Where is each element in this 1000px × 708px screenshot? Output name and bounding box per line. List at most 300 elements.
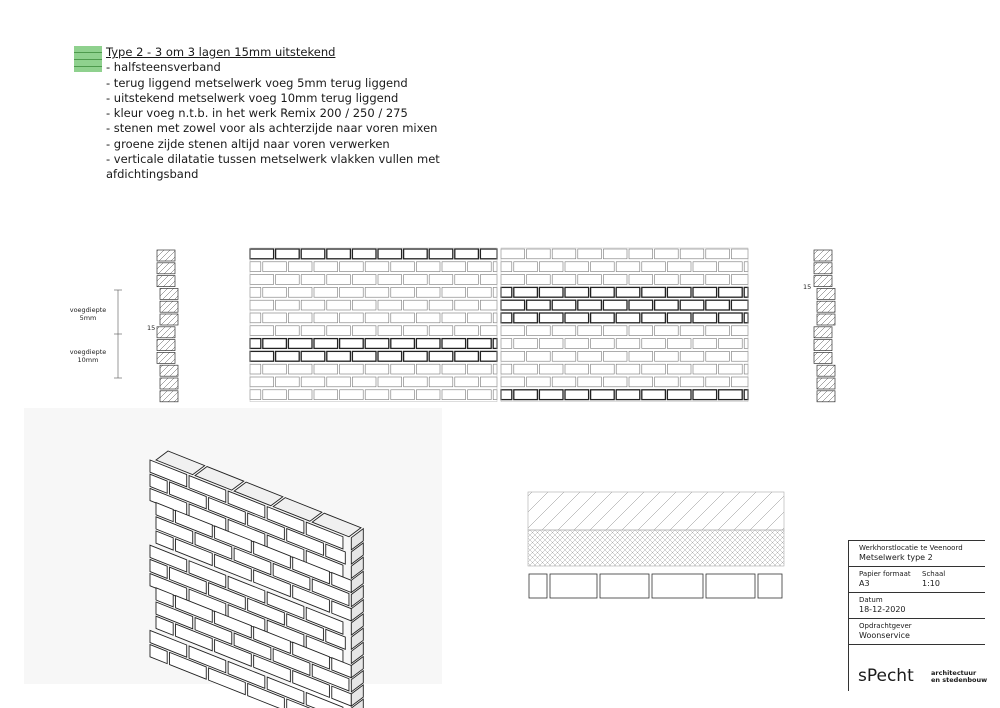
note-line: afdichtingsband — [106, 167, 199, 182]
elevation-brick — [263, 339, 287, 349]
elevation-brick — [250, 249, 274, 259]
elevation-brick — [288, 287, 312, 297]
elevation-brick — [429, 326, 453, 336]
elevation-brick — [429, 377, 453, 387]
elevation-brick — [352, 275, 376, 285]
elevation-brick — [655, 326, 679, 336]
elevation-brick — [314, 287, 338, 297]
elevation-brick — [340, 262, 364, 272]
elevation-brick — [493, 390, 497, 400]
elevation-brick — [667, 339, 691, 349]
elevation-left — [250, 248, 497, 402]
elevation-brick — [539, 339, 563, 349]
elevation-brick — [404, 326, 428, 336]
elevation-brick — [327, 351, 351, 361]
elevation-brick — [365, 313, 389, 323]
elevation-brick — [501, 275, 525, 285]
elevation-brick — [578, 351, 602, 361]
date-value: 18-12-2020 — [859, 605, 906, 614]
elevation-brick — [365, 364, 389, 374]
elevation-brick — [378, 300, 402, 310]
elevation-brick — [591, 313, 615, 323]
elevation-brick — [629, 326, 653, 336]
elevation-brick — [706, 351, 730, 361]
elevation-brick — [288, 364, 312, 374]
elevation-brick — [603, 326, 627, 336]
elevation-brick — [501, 326, 525, 336]
elevation-brick — [719, 339, 743, 349]
elevation-brick — [527, 275, 551, 285]
elevation-brick — [455, 326, 479, 336]
elevation-brick — [667, 390, 691, 400]
elevation-brick — [578, 275, 602, 285]
elevation-brick — [340, 339, 364, 349]
elevation-brick — [527, 300, 551, 310]
elevation-brick — [416, 364, 440, 374]
detail-brick — [529, 574, 547, 598]
elevation-brick — [680, 377, 704, 387]
elevation-brick — [603, 300, 627, 310]
elevation-brick — [655, 377, 679, 387]
elevation-brick — [655, 351, 679, 361]
section-brick — [814, 250, 832, 261]
elevation-brick — [442, 364, 466, 374]
elevation-brick — [539, 262, 563, 272]
project-name: Werkhorstlocatie te Veenoord — [859, 544, 963, 552]
detail-brick — [706, 574, 755, 598]
elevation-brick — [591, 390, 615, 400]
elevation-brick — [378, 377, 402, 387]
detail-layer-crosshatch — [528, 530, 784, 566]
detail-brick — [652, 574, 703, 598]
dimension-line — [114, 290, 122, 378]
elevation-brick — [404, 249, 428, 259]
elevation-brick — [719, 313, 743, 323]
note-line: - stenen met zowel voor als achterzijde naar voren mixen — [106, 121, 438, 136]
drawing-title: Metselwerk type 2 — [859, 553, 933, 562]
elevation-brick — [706, 275, 730, 285]
elevation-brick — [731, 249, 748, 259]
elevation-brick — [565, 287, 589, 297]
elevation-brick — [501, 287, 512, 297]
elevation-brick — [514, 364, 538, 374]
elevation-brick — [565, 313, 589, 323]
elevation-brick — [455, 249, 479, 259]
elevation-brick — [667, 313, 691, 323]
scale-label: Schaal — [922, 570, 946, 578]
section-brick — [814, 352, 832, 363]
elevation-brick — [250, 262, 261, 272]
note-line: - groene zijde stenen altijd naar voren verwerken — [106, 136, 390, 151]
elevation-brick — [629, 275, 653, 285]
detail-layer-diagonal — [528, 492, 784, 530]
elevation-brick — [263, 390, 287, 400]
elevation-brick — [693, 390, 717, 400]
elevation-brick — [514, 287, 538, 297]
elevation-brick — [603, 377, 627, 387]
elevation-brick — [250, 390, 261, 400]
elevation-brick — [744, 390, 748, 400]
elevation-brick — [527, 377, 551, 387]
section-brick — [160, 378, 178, 389]
elevation-brick — [455, 275, 479, 285]
elevation-brick — [391, 287, 415, 297]
elevation-brick — [276, 326, 300, 336]
elevation-brick — [276, 377, 300, 387]
elevation-brick — [514, 390, 538, 400]
elevation-brick — [642, 339, 666, 349]
elevation-brick — [642, 287, 666, 297]
elevation-brick — [250, 326, 274, 336]
elevation-brick — [365, 262, 389, 272]
section-brick — [160, 301, 178, 312]
elevation-brick — [514, 313, 538, 323]
elevation-brick — [391, 313, 415, 323]
left-wall-section — [157, 250, 178, 402]
depth-10-label: voegdiepte 10mm — [69, 348, 107, 364]
note-line: - halfsteensverband — [106, 60, 221, 75]
detail-brick — [550, 574, 597, 598]
elevation-brick — [250, 377, 274, 387]
elevation-brick — [616, 262, 640, 272]
elevation-brick — [480, 300, 497, 310]
elevation-brick — [706, 377, 730, 387]
elevation-brick — [378, 326, 402, 336]
note-line: - kleur voeg n.t.b. in het werk Remix 200 / 250 / 275 — [106, 106, 408, 121]
elevation-brick — [276, 275, 300, 285]
elevation-brick — [378, 275, 402, 285]
elevation-brick — [501, 300, 525, 310]
elevation-brick — [416, 262, 440, 272]
depth-5-label: voegdiepte 5mm — [69, 306, 107, 322]
elevation-brick — [480, 249, 497, 259]
elevation-brick — [565, 262, 589, 272]
elevation-brick — [404, 377, 428, 387]
elevation-brick — [552, 377, 576, 387]
elevation-brick — [352, 300, 376, 310]
specht-logo: sPecht — [858, 666, 914, 686]
elevation-brick — [301, 249, 325, 259]
elevation-brick — [603, 351, 627, 361]
elevation-brick — [629, 300, 653, 310]
elevation-brick — [744, 262, 748, 272]
elevation-brick — [314, 339, 338, 349]
elevation-brick — [429, 300, 453, 310]
logo-subtitle: architectuur en stedenbouw — [931, 669, 988, 684]
elevation-brick — [327, 249, 351, 259]
bottom-detail — [528, 492, 784, 598]
elevation-brick — [429, 249, 453, 259]
elevation-brick — [493, 339, 497, 349]
elevation-brick — [480, 377, 497, 387]
elevation-brick — [731, 275, 748, 285]
elevation-brick — [442, 287, 466, 297]
elevation-brick — [603, 275, 627, 285]
elevation-brick — [539, 390, 563, 400]
elevation-right — [501, 248, 748, 402]
elevation-brick — [731, 300, 748, 310]
elevation-brick — [340, 364, 364, 374]
elevation-brick — [480, 275, 497, 285]
elevation-brick — [719, 364, 743, 374]
elevation-brick — [404, 300, 428, 310]
section-brick — [817, 391, 835, 402]
elevation-brick — [301, 275, 325, 285]
elevation-brick — [706, 300, 730, 310]
elevation-brick — [301, 377, 325, 387]
elevation-brick — [565, 364, 589, 374]
elevation-brick — [539, 287, 563, 297]
elevation-brick — [616, 287, 640, 297]
elevation-brick — [468, 364, 492, 374]
elevation-brick — [455, 300, 479, 310]
elevation-brick — [365, 287, 389, 297]
elevation-brick — [416, 339, 440, 349]
elevation-brick — [288, 262, 312, 272]
elevation-brick — [591, 262, 615, 272]
elevation-brick — [565, 390, 589, 400]
elevation-brick — [250, 313, 261, 323]
elevation-brick — [301, 300, 325, 310]
elevation-brick — [314, 262, 338, 272]
elevation-brick — [680, 300, 704, 310]
elevation-brick — [365, 339, 389, 349]
elevation-brick — [468, 339, 492, 349]
elevation-brick — [404, 275, 428, 285]
elevation-brick — [314, 390, 338, 400]
section-brick — [160, 365, 178, 376]
elevation-brick — [276, 300, 300, 310]
elevation-brick — [468, 390, 492, 400]
elevation-brick — [404, 351, 428, 361]
elevation-brick — [276, 249, 300, 259]
elevation-brick — [629, 249, 653, 259]
elevation-brick — [263, 364, 287, 374]
elevation-brick — [552, 300, 576, 310]
elevation-brick — [250, 287, 261, 297]
elevation-brick — [680, 275, 704, 285]
elevation-brick — [429, 351, 453, 361]
elevation-brick — [501, 390, 512, 400]
elevation-brick — [591, 287, 615, 297]
elevation-brick — [442, 313, 466, 323]
elevation-brick — [744, 339, 748, 349]
elevation-brick — [314, 313, 338, 323]
elevation-brick — [744, 364, 748, 374]
note-line: - terug liggend metselwerk voeg 5mm terug liggend — [106, 75, 408, 90]
elevation-brick — [744, 313, 748, 323]
elevation-brick — [429, 275, 453, 285]
elevation-brick — [642, 364, 666, 374]
elevation-brick — [501, 313, 512, 323]
elevation-brick — [442, 339, 466, 349]
section-brick — [814, 340, 832, 351]
elevation-brick — [378, 249, 402, 259]
elevation-brick — [468, 262, 492, 272]
elevation-brick — [327, 275, 351, 285]
elevation-brick — [501, 339, 512, 349]
elevation-brick — [591, 339, 615, 349]
elevation-brick — [578, 300, 602, 310]
elevation-brick — [731, 326, 748, 336]
elevation-brick — [391, 339, 415, 349]
section-brick — [817, 301, 835, 312]
offset-label-right: 15 — [803, 283, 812, 291]
elevation-brick — [301, 351, 325, 361]
client-label: Opdrachtgever — [859, 622, 912, 630]
client-value: Woonservice — [859, 631, 910, 640]
elevation-brick — [616, 313, 640, 323]
section-brick — [160, 288, 178, 299]
elevation-brick — [365, 390, 389, 400]
elevation-brick — [391, 364, 415, 374]
elevation-brick — [680, 249, 704, 259]
date-label: Datum — [859, 596, 883, 604]
elevation-brick — [493, 287, 497, 297]
elevation-brick — [263, 262, 287, 272]
elevation-brick — [680, 351, 704, 361]
elevation-brick — [501, 377, 525, 387]
elevation-brick — [616, 364, 640, 374]
elevation-brick — [731, 377, 748, 387]
elevation-brick — [250, 339, 261, 349]
section-brick — [160, 314, 178, 325]
paper-label: Papier formaat — [859, 570, 911, 578]
section-brick — [157, 276, 175, 287]
section-brick — [817, 365, 835, 376]
elevation-brick — [250, 351, 274, 361]
elevation-brick — [693, 339, 717, 349]
elevation-brick — [352, 326, 376, 336]
elevation-brick — [340, 287, 364, 297]
elevation-brick — [288, 313, 312, 323]
elevation-brick — [527, 326, 551, 336]
section-brick — [814, 276, 832, 287]
elevation-brick — [327, 326, 351, 336]
section-brick — [814, 263, 832, 274]
elevation-brick — [416, 287, 440, 297]
elevation-brick — [493, 364, 497, 374]
elevation-brick — [578, 249, 602, 259]
elevation-brick — [327, 300, 351, 310]
elevation-brick — [539, 313, 563, 323]
elevation-brick — [493, 262, 497, 272]
section-brick — [817, 314, 835, 325]
elevation-brick — [314, 364, 338, 374]
elevation-brick — [263, 287, 287, 297]
elevation-brick — [352, 249, 376, 259]
paper-value: A3 — [859, 579, 870, 588]
elevation-brick — [719, 287, 743, 297]
scale-value: 1:10 — [922, 579, 940, 588]
elevation-brick — [642, 390, 666, 400]
elevation-brick — [501, 351, 525, 361]
elevation-brick — [578, 377, 602, 387]
elevation-brick — [629, 351, 653, 361]
section-brick — [157, 327, 175, 338]
elevation-brick — [352, 377, 376, 387]
detail-brick — [600, 574, 649, 598]
section-brick — [817, 288, 835, 299]
elevation-brick — [493, 313, 497, 323]
elevation-brick — [442, 390, 466, 400]
elevation-brick — [276, 351, 300, 361]
elevation-brick — [501, 262, 512, 272]
elevation-brick — [667, 364, 691, 374]
elevation-brick — [552, 326, 576, 336]
elevation-brick — [327, 377, 351, 387]
elevation-brick — [468, 287, 492, 297]
section-brick — [817, 378, 835, 389]
elevation-brick — [455, 351, 479, 361]
elevation-brick — [693, 364, 717, 374]
elevation-brick — [288, 339, 312, 349]
elevation-brick — [391, 262, 415, 272]
elevation-brick — [565, 339, 589, 349]
elevation-brick — [468, 313, 492, 323]
elevation-brick — [642, 262, 666, 272]
right-wall-section — [814, 250, 835, 402]
elevation-brick — [706, 249, 730, 259]
elevation-brick — [642, 313, 666, 323]
elevation-brick — [263, 313, 287, 323]
section-brick — [157, 263, 175, 274]
isometric-wall — [150, 451, 363, 708]
elevation-brick — [578, 326, 602, 336]
elevation-brick — [616, 339, 640, 349]
section-brick — [157, 250, 175, 261]
elevation-brick — [693, 287, 717, 297]
elevation-brick — [352, 351, 376, 361]
elevation-brick — [250, 300, 274, 310]
note-line: - uitstekend metselwerk voeg 10mm terug liggend — [106, 90, 399, 105]
elevation-brick — [455, 377, 479, 387]
elevation-brick — [616, 390, 640, 400]
elevation-brick — [667, 287, 691, 297]
elevation-brick — [378, 351, 402, 361]
offset-label-left: 15 — [147, 324, 156, 332]
elevation-brick — [693, 313, 717, 323]
section-brick — [814, 327, 832, 338]
elevation-brick — [288, 390, 312, 400]
elevation-brick — [340, 313, 364, 323]
elevation-brick — [591, 364, 615, 374]
elevation-brick — [416, 313, 440, 323]
elevation-brick — [706, 326, 730, 336]
elevation-brick — [480, 351, 497, 361]
elevation-brick — [552, 249, 576, 259]
elevation-brick — [731, 351, 748, 361]
elevation-brick — [391, 390, 415, 400]
elevation-brick — [655, 249, 679, 259]
section-brick — [157, 340, 175, 351]
elevation-brick — [655, 300, 679, 310]
elevation-brick — [501, 249, 525, 259]
note-line: - verticale dilatatie tussen metselwerk vlakken vullen met — [106, 152, 440, 167]
elevation-brick — [501, 364, 512, 374]
elevation-brick — [340, 390, 364, 400]
notes-title: Type 2 - 3 om 3 lagen 15mm uitstekend — [106, 45, 336, 59]
elevation-brick — [719, 390, 743, 400]
elevation-brick — [680, 326, 704, 336]
elevation-brick — [667, 262, 691, 272]
elevation-brick — [514, 339, 538, 349]
elevation-brick — [744, 287, 748, 297]
elevation-brick — [514, 262, 538, 272]
elevation-brick — [629, 377, 653, 387]
elevation-brick — [416, 390, 440, 400]
elevation-brick — [442, 262, 466, 272]
